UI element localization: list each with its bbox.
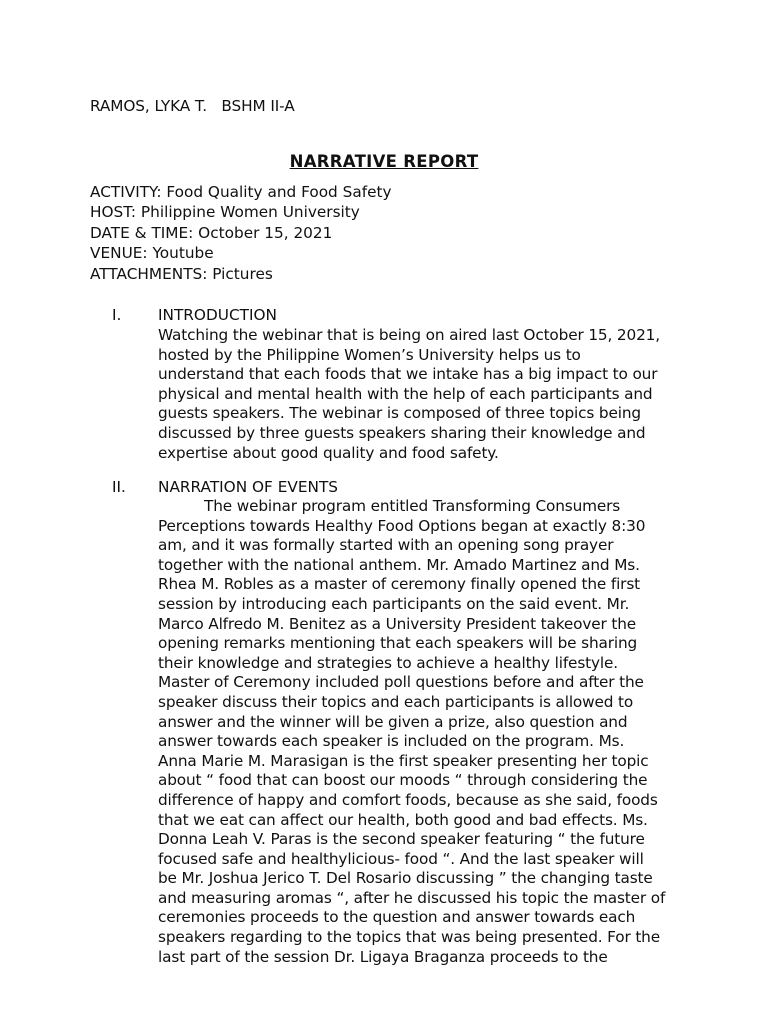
paragraph-line: ceremonies proceeds to the question and answer towards each xyxy=(158,908,636,927)
meta-host: HOST: Philippine Women University xyxy=(90,203,360,222)
paragraph-line: about “ food that can boost our moods “ through considering the xyxy=(158,771,648,790)
meta-date-time: DATE & TIME: October 15, 2021 xyxy=(90,223,333,242)
paragraph-line: discussed by three guests speakers sharing their knowledge and xyxy=(158,423,646,442)
meta-activity: ACTIVITY: Food Quality and Food Safety xyxy=(90,183,392,201)
report-title: NARRATIVE REPORT xyxy=(289,152,479,171)
paragraph-line: their knowledge and strategies to achieve a healthy lifestyle. xyxy=(158,653,618,672)
paragraph-line: focused safe and healthylicious- food “. And the last speaker will xyxy=(158,849,644,868)
paragraph-line: Marco Alfredo M. Benitez as a University President takeover the xyxy=(158,614,637,633)
paragraph-line: speakers regarding to the topics that was being presented. For the xyxy=(158,928,660,947)
paragraph-line: understand that each foods that we intake has a big impact to our xyxy=(158,365,658,384)
paragraph-line: The webinar program entitled Transforming Consumers xyxy=(204,497,621,515)
meta-attachments: ATTACHMENTS: Pictures xyxy=(90,264,273,283)
paragraph-line: Master of Ceremony included poll questions before and after the xyxy=(158,673,644,692)
paragraph-line: together with the national anthem. Mr. Amado Martinez and Ms. xyxy=(158,555,640,574)
paragraph-line: last part of the session Dr. Ligaya Braganza proceeds to the xyxy=(158,947,608,966)
paragraph-line: answer towards each speaker is included on the program. Ms. xyxy=(158,732,625,751)
paragraph-line: Donna Leah V. Paras is the second speaker featuring “ the future xyxy=(158,830,645,849)
paragraph-line: hosted by the Philippine Women’s University helps us to xyxy=(158,345,581,364)
section-paragraph xyxy=(158,326,678,463)
paragraph-line: that we eat can affect our health, both good and bad effects. Ms. xyxy=(158,810,648,829)
paragraph-line: Watching the webinar that is being on aired last October 15, 2021, xyxy=(158,326,660,344)
paragraph-line: speaker discuss their topics and each participants is allowed to xyxy=(158,692,634,711)
paragraph-line: Perceptions towards Healthy Food Options began at exactly 8:30 xyxy=(158,516,646,535)
section-heading: NARRATION OF EVENTS xyxy=(158,478,339,496)
meta-venue: VENUE: Youtube xyxy=(90,244,214,263)
author-line: RAMOS, LYKA T. BSHM II-A xyxy=(90,97,295,115)
section-heading: INTRODUCTION xyxy=(158,306,277,324)
paragraph-line: expertise about good quality and food safety. xyxy=(158,443,499,462)
paragraph-line: guests speakers. The webinar is composed of three topics being xyxy=(158,404,641,423)
paragraph-line: Anna Marie M. Marasigan is the first speaker presenting her topic xyxy=(158,751,649,770)
paragraph-line: opening remarks mentioning that each speakers will be sharing xyxy=(158,634,638,653)
paragraph-line: am, and it was formally started with an opening song prayer xyxy=(158,536,614,555)
section-paragraph xyxy=(158,497,678,967)
paragraph-line: be Mr. Joshua Jerico T. Del Rosario discussing ” the changing taste xyxy=(158,869,653,888)
paragraph-line: Rhea M. Robles as a master of ceremony finally opened the first xyxy=(158,575,640,594)
section-numeral: II. xyxy=(112,478,126,496)
paragraph-line: and measuring aromas “, after he discussed his topic the master of xyxy=(158,888,666,907)
report-meta xyxy=(90,182,392,284)
paragraph-line: session by introducing each participants on the said event. Mr. xyxy=(158,594,630,613)
paragraph-line: answer and the winner will be given a prize, also question and xyxy=(158,712,628,731)
section-numeral: I. xyxy=(112,306,122,324)
paragraph-line: difference of happy and comfort foods, because as she said, foods xyxy=(158,790,658,809)
paragraph-line: physical and mental health with the help of each participants and xyxy=(158,384,653,403)
